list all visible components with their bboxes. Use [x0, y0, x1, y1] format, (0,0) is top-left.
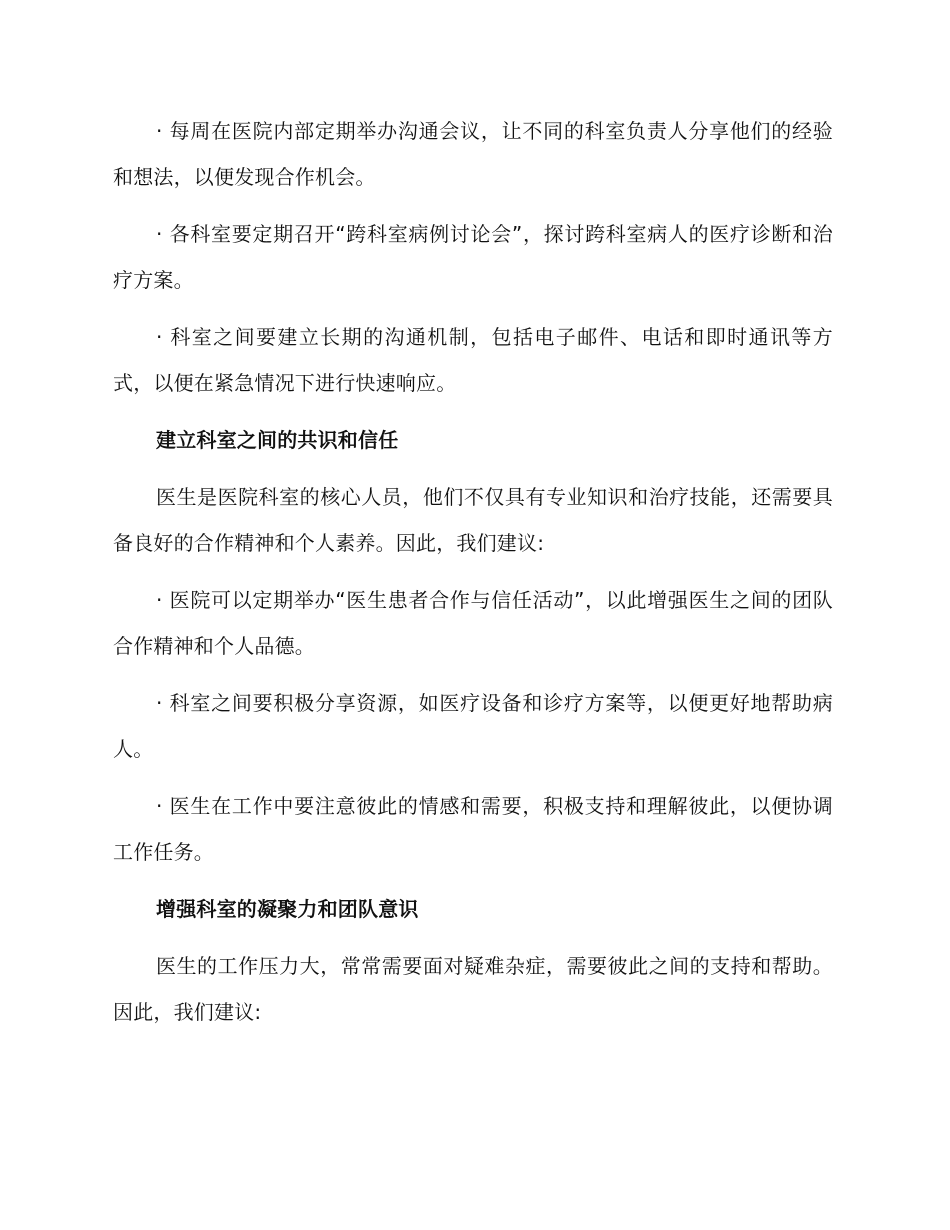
section-heading-consensus-trust: 建立科室之间的共识和信任 — [156, 428, 399, 452]
document-body — [113, 108, 833, 1046]
bullet-paragraph-communication-mechanism: · 科室之间要建立长期的沟通机制，包括电子邮件、电话和即时通讯等方式，以便在紧急情况下进行快速响应。 — [113, 325, 833, 395]
body-paragraph-work-pressure: 医生的工作压力大，常常需要面对疑难杂症，需要彼此之间的支持和帮助。因此，我们建议: — [113, 954, 833, 1024]
bullet-paragraph-weekly-meeting: · 每周在医院内部定期举办沟通会议，让不同的科室负责人分享他们的经验和想法，以便发现合作机会。 — [113, 119, 833, 189]
bullet-paragraph-case-discussion: · 各科室要定期召开“跨科室病例讨论会”，探讨跨科室病人的医疗诊断和治疗方案。 — [113, 222, 833, 292]
bullet-paragraph-share-resources: · 科室之间要积极分享资源，如医疗设备和诊疗方案等，以便更好地帮助病人。 — [113, 691, 833, 761]
body-paragraph-doctors-core: 医生是医院科室的核心人员，他们不仅具有专业知识和治疗技能，还需要具备良好的合作精神和个人素养。因此，我们建议: — [113, 485, 833, 555]
bullet-paragraph-mutual-support: · 医生在工作中要注意彼此的情感和需要，积极支持和理解彼此，以便协调工作任务。 — [113, 794, 833, 864]
section-heading-cohesion-teamwork: 增强科室的凝聚力和团队意识 — [156, 897, 419, 921]
bullet-paragraph-trust-activity: · 医院可以定期举办“医生患者合作与信任活动”，以此增强医生之间的团队合作精神和个人品德。 — [113, 588, 833, 658]
